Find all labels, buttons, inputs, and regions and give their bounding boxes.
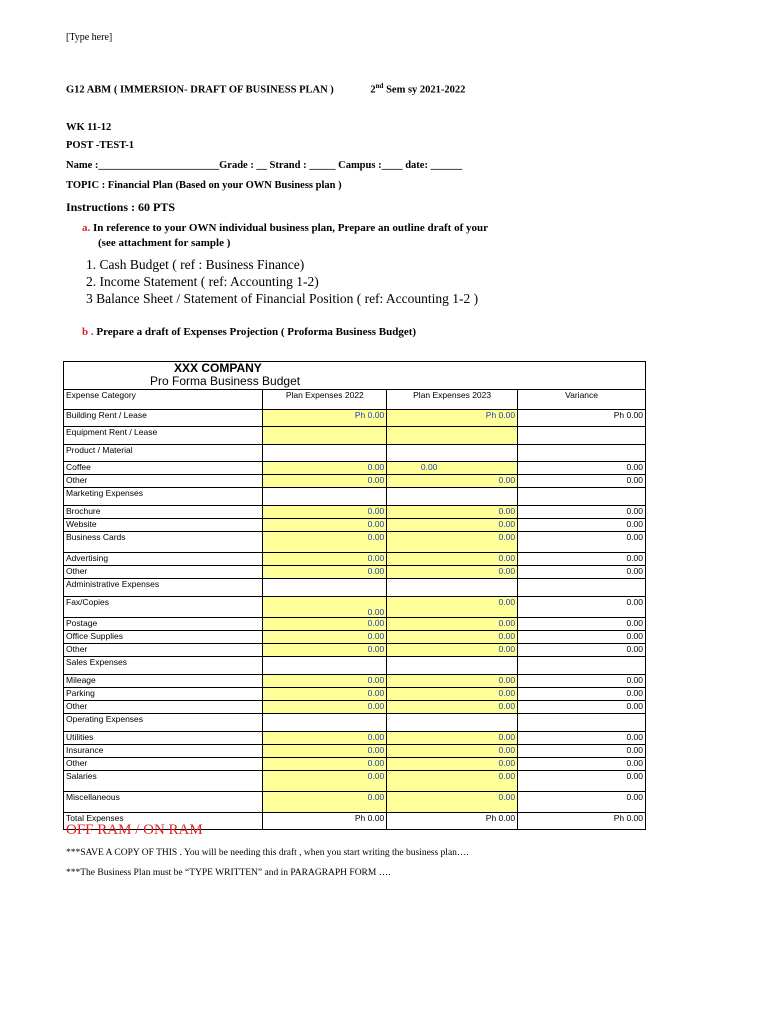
- plan-2023-value: 0.00: [387, 758, 518, 771]
- row-label: Equipment Rent / Lease: [64, 427, 263, 445]
- table-row: [64, 519, 646, 532]
- table-row: [64, 644, 646, 657]
- item-b: [82, 326, 416, 338]
- plan-2022-value: 0.00: [263, 792, 387, 813]
- row-label: Other: [64, 701, 263, 714]
- variance-value: 0.00: [518, 475, 646, 488]
- section-label: Operating Expenses: [64, 714, 263, 732]
- plan-2023-value: 0.00: [387, 701, 518, 714]
- plan-2023-value: 0.00: [387, 745, 518, 758]
- variance-value: 0.00: [518, 792, 646, 813]
- plan-2023-value: 0.00: [387, 688, 518, 701]
- row-label: Building Rent / Lease: [64, 410, 263, 427]
- header-expense-category: Expense Category: [64, 390, 263, 410]
- plan-2022-value: 0.00: [263, 475, 387, 488]
- plan-2022-value: 0.00: [263, 675, 387, 688]
- plan-2022-value: 0.00: [263, 462, 387, 475]
- row-label: Utilities: [64, 732, 263, 745]
- table-header-row: [64, 390, 646, 410]
- plan-2022-value: [263, 427, 387, 445]
- variance-value: Ph 0.00: [518, 813, 646, 830]
- table-row: [64, 745, 646, 758]
- post-test-label: POST -TEST-1: [66, 140, 134, 151]
- plan-2022-value: 0.00: [263, 532, 387, 553]
- item-b-text: Prepare a draft of Expenses Projection ( Proforma Business Budget): [93, 326, 417, 338]
- plan-2023-value: 0.00: [387, 519, 518, 532]
- list-item-3: 3 Balance Sheet / Statement of Financial Position ( ref: Accounting 1-2 ): [86, 291, 479, 306]
- section-label: Product / Material: [64, 445, 263, 462]
- variance-value: 0.00: [518, 644, 646, 657]
- plan-2023-value: 0.00: [387, 675, 518, 688]
- section-row: [64, 714, 646, 732]
- plan-2022-value: 0.00: [263, 618, 387, 631]
- row-label: Parking: [64, 688, 263, 701]
- company-name: XXX COMPANY: [174, 361, 262, 375]
- table-title-row: [64, 362, 646, 390]
- variance-value: 0.00: [518, 758, 646, 771]
- table-subtitle: Pro Forma Business Budget: [150, 374, 301, 388]
- plan-2022-value: 0.00: [263, 597, 387, 618]
- row-label: Other: [64, 566, 263, 579]
- plan-2023-value: 0.00: [387, 732, 518, 745]
- variance-value: 0.00: [518, 532, 646, 553]
- note-save-copy: ***SAVE A COPY OF THIS . You will be needing this draft , when you start writing the business plan….: [66, 848, 469, 858]
- empty-cell: [387, 714, 518, 732]
- item-b-marker: b .: [82, 326, 94, 338]
- document-title: [66, 82, 465, 96]
- title-main: G12 ABM ( IMMERSION- DRAFT OF BUSINESS PLAN ): [66, 84, 334, 96]
- empty-cell: [263, 445, 387, 462]
- instructions-line: Instructions : 60 PTS: [66, 200, 176, 214]
- item-a-marker: a.: [82, 222, 91, 234]
- row-label: Postage: [64, 618, 263, 631]
- item-a: [82, 222, 488, 234]
- plan-2023-value: Ph 0.00: [387, 410, 518, 427]
- plan-2023-value: 0.00: [387, 462, 518, 475]
- plan-2023-value: 0.00: [387, 597, 518, 618]
- plan-2023-value: 0.00: [387, 771, 518, 792]
- off-ram-on-ram: OFF RAM / ON RAM: [66, 822, 203, 838]
- table-row: [64, 631, 646, 644]
- semester-number: 2: [370, 84, 376, 96]
- plan-2023-value: 0.00: [387, 618, 518, 631]
- plan-2023-value: 0.00: [387, 792, 518, 813]
- variance-value: 0.00: [518, 688, 646, 701]
- plan-2022-value: 0.00: [263, 631, 387, 644]
- plan-2022-value: 0.00: [263, 701, 387, 714]
- plan-2023-value: [387, 427, 518, 445]
- plan-2022-value: 0.00: [263, 644, 387, 657]
- row-label: Coffee: [64, 462, 263, 475]
- empty-cell: [518, 488, 646, 506]
- row-label: Total Expenses: [64, 813, 263, 830]
- variance-value: 0.00: [518, 519, 646, 532]
- empty-cell: [387, 657, 518, 675]
- topic-line: TOPIC : Financial Plan (Based on your OWN Business plan ): [66, 180, 342, 191]
- plan-2022-value: 0.00: [263, 732, 387, 745]
- empty-cell: [387, 488, 518, 506]
- empty-cell: [263, 488, 387, 506]
- page-header: [Type here]: [66, 32, 113, 43]
- row-label: Other: [64, 644, 263, 657]
- empty-cell: [263, 714, 387, 732]
- variance-value: 0.00: [518, 553, 646, 566]
- empty-cell: [518, 657, 646, 675]
- name-line: Name :_______________________Grade : __ Strand : _____ Campus :____ date: ______: [66, 160, 463, 171]
- plan-2022-value: 0.00: [263, 745, 387, 758]
- variance-value: 0.00: [518, 631, 646, 644]
- table-row: [64, 410, 646, 427]
- table-row: [64, 506, 646, 519]
- table-row: [64, 462, 646, 475]
- empty-cell: [518, 445, 646, 462]
- item-a-line2: (see attachment for sample ): [98, 237, 231, 249]
- table-row: [64, 771, 646, 792]
- variance-value: 0.00: [518, 462, 646, 475]
- table-row: [64, 566, 646, 579]
- row-label: Other: [64, 758, 263, 771]
- row-label: Insurance: [64, 745, 263, 758]
- table-row: [64, 675, 646, 688]
- empty-cell: [263, 657, 387, 675]
- table-row: [64, 792, 646, 813]
- empty-cell: [387, 445, 518, 462]
- plan-2022-value: 0.00: [263, 553, 387, 566]
- header-plan-2022: Plan Expenses 2022: [263, 390, 387, 410]
- variance-value: 0.00: [518, 618, 646, 631]
- table-row: [64, 701, 646, 714]
- section-row: [64, 579, 646, 597]
- variance-value: 0.00: [518, 597, 646, 618]
- row-label: Salaries: [64, 771, 263, 792]
- plan-2022-value: Ph 0.00: [263, 813, 387, 830]
- variance-value: 0.00: [518, 506, 646, 519]
- variance-value: 0.00: [518, 701, 646, 714]
- plan-2022-value: 0.00: [263, 771, 387, 792]
- table-row: [64, 758, 646, 771]
- table-row: [64, 732, 646, 745]
- semester-suffix: nd: [375, 82, 384, 90]
- plan-2023-value: 0.00: [387, 644, 518, 657]
- table-row: [64, 532, 646, 553]
- empty-cell: [263, 579, 387, 597]
- plan-2023-value: 0.00: [387, 506, 518, 519]
- plan-2022-value: 0.00: [263, 566, 387, 579]
- list-item-1: 1. Cash Budget ( ref : Business Finance): [86, 257, 305, 272]
- section-row: [64, 488, 646, 506]
- table-row: [64, 427, 646, 445]
- empty-cell: [518, 579, 646, 597]
- semester-text: Sem sy 2021-2022: [383, 84, 466, 96]
- variance-value: [518, 427, 646, 445]
- plan-2023-value: 0.00: [387, 532, 518, 553]
- table-row: [64, 618, 646, 631]
- variance-value: 0.00: [518, 675, 646, 688]
- section-row: [64, 657, 646, 675]
- header-plan-2023: Plan Expenses 2023: [387, 390, 518, 410]
- row-label: Office Supplies: [64, 631, 263, 644]
- table-row: [64, 553, 646, 566]
- plan-2023-value: 0.00: [387, 553, 518, 566]
- variance-value: Ph 0.00: [518, 410, 646, 427]
- plan-2023-value: 0.00: [387, 566, 518, 579]
- section-row: [64, 445, 646, 462]
- row-label: Other: [64, 475, 263, 488]
- header-variance: Variance: [518, 390, 646, 410]
- plan-2022-value: 0.00: [263, 688, 387, 701]
- empty-cell: [387, 579, 518, 597]
- variance-value: 0.00: [518, 732, 646, 745]
- plan-2023-value: Ph 0.00: [387, 813, 518, 830]
- row-label: Miscellaneous: [64, 792, 263, 813]
- plan-2022-value: 0.00: [263, 506, 387, 519]
- variance-value: 0.00: [518, 566, 646, 579]
- plan-2022-value: 0.00: [263, 519, 387, 532]
- note-type-written: ***The Business Plan must be “TYPE WRITTEN” and in PARAGRAPH FORM ….: [66, 868, 391, 878]
- plan-2022-value: 0.00: [263, 758, 387, 771]
- variance-value: 0.00: [518, 771, 646, 792]
- row-label: Business Cards: [64, 532, 263, 553]
- week-label: WK 11-12: [66, 122, 112, 133]
- table-title-cell: [64, 362, 646, 390]
- row-label: Advertising: [64, 553, 263, 566]
- plan-2023-value: 0.00: [387, 631, 518, 644]
- variance-value: 0.00: [518, 745, 646, 758]
- plan-2022-value: Ph 0.00: [263, 410, 387, 427]
- item-a-text: In reference to your OWN individual business plan, Prepare an outline draft of your: [90, 222, 489, 234]
- row-label: Fax/Copies: [64, 597, 263, 618]
- section-label: Marketing Expenses: [64, 488, 263, 506]
- empty-cell: [518, 714, 646, 732]
- table-row: [64, 688, 646, 701]
- section-label: Administrative Expenses: [64, 579, 263, 597]
- list-item-2: 2. Income Statement ( ref: Accounting 1-2): [86, 274, 319, 289]
- budget-table: [63, 361, 646, 830]
- row-label: Mileage: [64, 675, 263, 688]
- row-label: Website: [64, 519, 263, 532]
- table-row: [64, 475, 646, 488]
- plan-2023-value: 0.00: [387, 475, 518, 488]
- section-label: Sales Expenses: [64, 657, 263, 675]
- row-label: Brochure: [64, 506, 263, 519]
- table-row: [64, 597, 646, 618]
